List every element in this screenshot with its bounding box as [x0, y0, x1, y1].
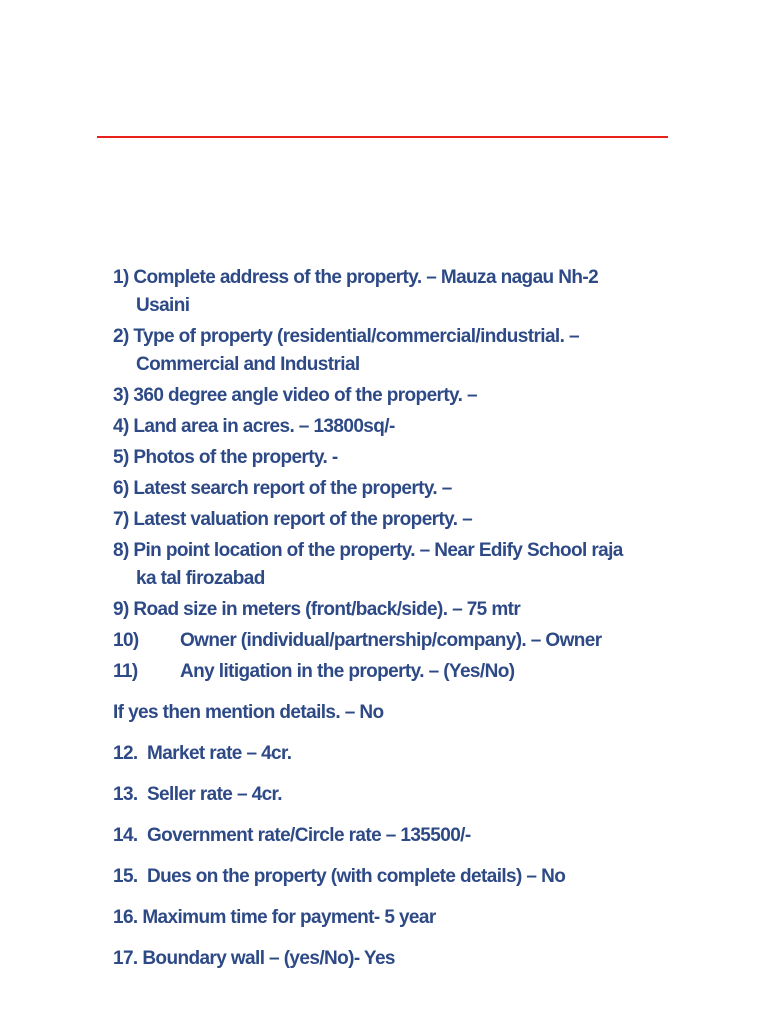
item-text: Owner (individual/partnership/company). – Owner: [180, 630, 602, 651]
item-text: Maximum time for payment- 5 year: [142, 907, 436, 928]
item-text: Type of property (residential/commercial/industrial. –: [133, 326, 579, 347]
list-item: [113, 505, 753, 534]
litigation-details: If yes then mention details. – No: [113, 702, 384, 723]
list-item: [113, 474, 753, 503]
item-continuation: ka tal firozabad: [136, 568, 265, 589]
item-text: Seller rate – 4cr.: [146, 784, 282, 805]
item-number: 15.: [113, 866, 138, 887]
item-number: 4): [113, 416, 129, 437]
item-text: Market rate – 4cr.: [146, 743, 292, 764]
item-number: 8): [113, 540, 129, 561]
list-item: [113, 862, 753, 891]
property-checklist: [113, 263, 753, 973]
item-text: Latest valuation report of the property. –: [133, 509, 473, 530]
item-text: 360 degree angle video of the property. –: [133, 385, 477, 406]
list-item: [113, 821, 753, 850]
list-item: [113, 381, 753, 410]
item-text: Complete address of the property. – Mauza nagau Nh-2: [133, 267, 599, 288]
item-number: 5): [113, 447, 129, 468]
item-continuation: Commercial and Industrial: [136, 354, 360, 375]
item-text: Boundary wall – (yes/No)- Yes: [142, 948, 395, 969]
list-item: [113, 626, 753, 655]
item-text: Road size in meters (front/back/side). – 75 mtr: [133, 599, 521, 620]
item-number: 11): [113, 661, 138, 682]
list-item: [113, 263, 753, 320]
list-item: [113, 944, 753, 973]
item-number: 6): [113, 478, 129, 499]
item-number: 17.: [113, 948, 138, 969]
list-item: [113, 536, 753, 593]
item-number: 3): [113, 385, 129, 406]
item-text: Latest search report of the property. –: [133, 478, 452, 499]
list-item: [113, 412, 753, 441]
header-rule: [97, 136, 668, 138]
item-number: 14.: [113, 825, 138, 846]
item-text: Any litigation in the property. – (Yes/No): [180, 661, 515, 682]
item-number: 2): [113, 326, 129, 347]
list-item: [113, 780, 753, 809]
item-text: Land area in acres. – 13800sq/-: [133, 416, 395, 437]
item-number: 10): [113, 630, 139, 651]
item-text: Pin point location of the property. – Near Edify School raja: [133, 540, 623, 561]
list-item: [113, 322, 753, 379]
item-number: 12.: [113, 743, 138, 764]
list-item: [113, 595, 753, 624]
list-item: [113, 443, 753, 472]
item-continuation: Usaini: [136, 295, 190, 316]
list-item: [113, 739, 753, 768]
list-item: [113, 903, 753, 932]
item-text: Photos of the property. -: [133, 447, 338, 468]
item-number: 16.: [113, 907, 138, 928]
item-number: 1): [113, 267, 129, 288]
item-number: 7): [113, 509, 129, 530]
item-number: 9): [113, 599, 129, 620]
list-item: [113, 657, 753, 686]
item-text: Dues on the property (with complete details) – No: [146, 866, 566, 887]
item-text: Government rate/Circle rate – 135500/-: [146, 825, 471, 846]
item-number: 13.: [113, 784, 138, 805]
